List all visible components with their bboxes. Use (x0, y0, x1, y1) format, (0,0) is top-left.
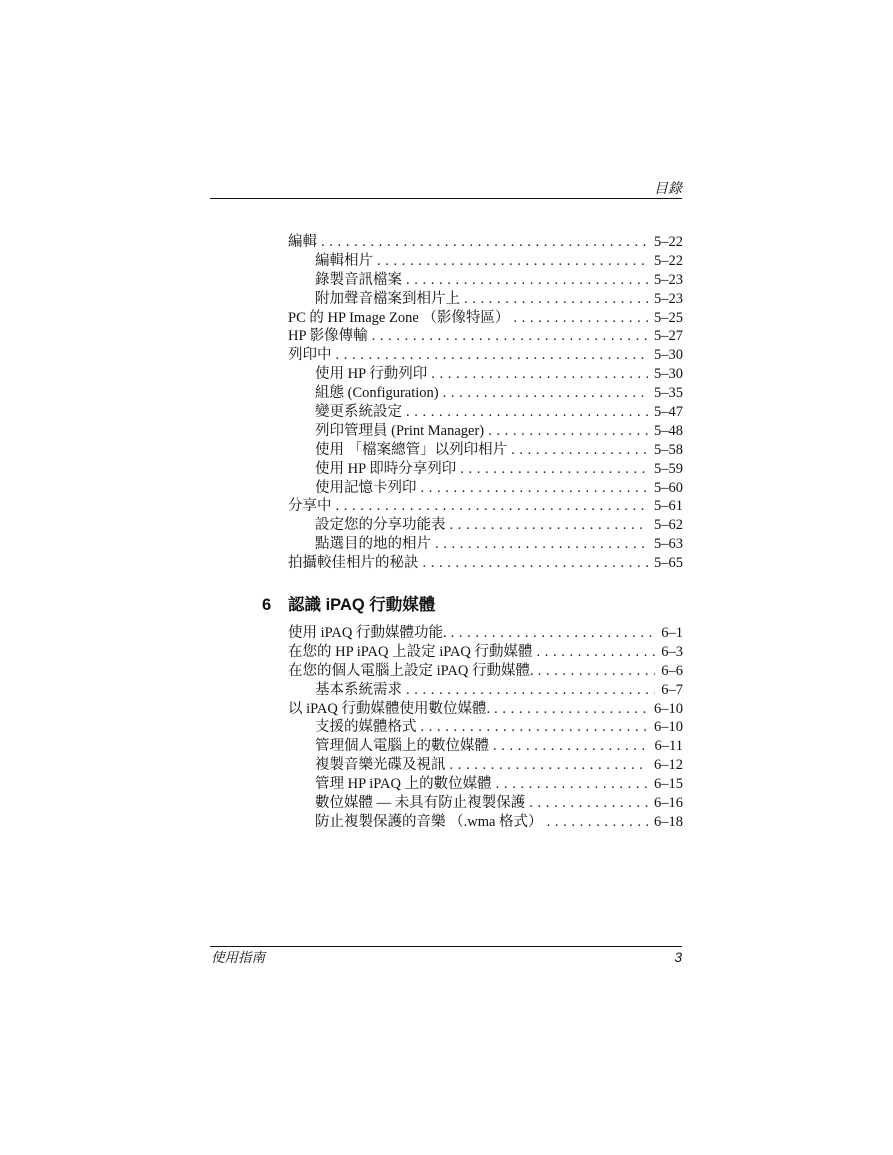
dot-leader (321, 233, 648, 252)
toc-entry[interactable] (288, 681, 683, 700)
toc-entry-label: 變更系統設定 (315, 404, 402, 421)
toc-entry[interactable] (288, 346, 683, 365)
header-rule (210, 198, 682, 199)
toc-entry[interactable] (288, 252, 683, 271)
toc-entry-page: 6–10 (654, 719, 683, 736)
toc-entry-label: 使用 HP 行動列印 (315, 366, 428, 383)
toc-entry[interactable] (288, 756, 683, 775)
toc-entry[interactable] (288, 309, 683, 328)
toc-entry[interactable] (288, 384, 683, 403)
toc-entry-label: 列印管理員 (Print Manager) (315, 422, 485, 439)
dot-leader (460, 460, 648, 479)
toc-entry-label: 複製音樂光碟及視訊 (315, 757, 446, 774)
toc-entry-page: 5–62 (654, 517, 683, 534)
toc-entry[interactable] (288, 554, 683, 573)
toc-entry-label: 組態 (Configuration) (315, 385, 439, 402)
toc-entry[interactable] (288, 479, 683, 498)
toc-entry-page: 6–3 (661, 643, 683, 660)
toc-entry-page: 5–23 (654, 271, 683, 288)
dot-leader (431, 365, 648, 384)
dot-leader (421, 718, 649, 737)
toc-entry-page: 6–7 (661, 681, 683, 698)
toc-list-chapter-5 (288, 233, 683, 573)
toc-entry-label: 基本系統需求 (315, 681, 402, 698)
toc-entry-label: 在您的個人電腦上設定 iPAQ 行動媒體. (288, 662, 534, 679)
toc-entry-page: 5–22 (654, 252, 683, 269)
dot-leader (538, 662, 656, 681)
dot-leader (336, 346, 649, 365)
dot-leader (372, 327, 648, 346)
dot-leader (443, 384, 648, 403)
toc-entry-page: 5–47 (654, 404, 683, 421)
toc-entry[interactable] (288, 290, 683, 309)
toc-entry[interactable] (288, 403, 683, 422)
toc-entry-label: 管理個人電腦上的數位媒體 (315, 738, 489, 755)
toc-entry[interactable] (288, 624, 683, 643)
dot-leader (529, 794, 648, 813)
dot-leader (421, 479, 649, 498)
toc-entry-page: 6–16 (654, 795, 683, 812)
toc-entry-label: 使用 「檔案總管」以列印相片 (315, 441, 508, 458)
toc-entry-page: 5–27 (654, 328, 683, 345)
toc-entry[interactable] (288, 737, 683, 756)
toc-entry-label: 在您的 HP iPAQ 上設定 iPAQ 行動媒體 (288, 643, 533, 660)
toc-entry-label: 支援的媒體格式 (315, 719, 417, 736)
dot-leader (406, 403, 648, 422)
dot-leader (494, 700, 648, 719)
dot-leader (513, 309, 648, 328)
toc-entry-page: 5–60 (654, 479, 683, 496)
dot-leader (537, 643, 656, 662)
toc-entry-label: 編輯相片 (315, 252, 373, 269)
toc-entry-page: 5–25 (654, 309, 683, 326)
footer-rule (210, 946, 682, 947)
toc-entry-label: PC 的 HP Image Zone （影像特區） (288, 309, 510, 326)
toc-entry-page: 5–63 (654, 536, 683, 553)
dot-leader (493, 737, 649, 756)
toc-entry-label: 拍攝較佳相片的秘訣 (288, 555, 419, 572)
chapter-title: 認識 iPAQ 行動媒體 (288, 596, 436, 614)
toc-entry[interactable] (288, 775, 683, 794)
toc-entry-page: 5–61 (654, 498, 683, 515)
dot-leader (496, 775, 648, 794)
toc-entry-page: 5–65 (654, 555, 683, 572)
toc-entry[interactable] (288, 516, 683, 535)
toc-list-chapter-6 (288, 624, 683, 832)
toc-entry-page: 5–23 (654, 290, 683, 307)
dot-leader (488, 422, 648, 441)
toc-entry-page: 5–59 (654, 460, 683, 477)
toc-entry-label: 附加聲音檔案到相片上 (315, 290, 460, 307)
toc-entry-label: 分享中 (288, 498, 332, 515)
toc-entry-page: 5–35 (654, 385, 683, 402)
dot-leader (450, 516, 649, 535)
toc-entry-page: 5–30 (654, 347, 683, 364)
toc-entry-page: 5–30 (654, 366, 683, 383)
toc-entry-page: 6–6 (661, 662, 683, 679)
dot-leader (423, 554, 649, 573)
footer-page-number: 3 (674, 950, 682, 965)
footer-guide-title: 使用指南 (211, 950, 265, 965)
dot-leader (450, 756, 649, 775)
toc-entry-label: 數位媒體 — 未具有防止複製保護 (315, 795, 526, 812)
dot-leader (336, 497, 649, 516)
dot-leader (547, 813, 648, 832)
toc-entry-page: 6–11 (654, 738, 683, 755)
dot-leader (377, 252, 648, 271)
toc-entry[interactable] (288, 813, 683, 832)
toc-entry[interactable] (288, 441, 683, 460)
toc-entry[interactable] (288, 327, 683, 346)
toc-entry-label: 設定您的分享功能表 (315, 517, 446, 534)
toc-entry[interactable] (288, 460, 683, 479)
chapter-number: 6 (262, 596, 272, 614)
toc-entry[interactable] (288, 233, 683, 252)
dot-leader (406, 271, 648, 290)
dot-leader (435, 535, 648, 554)
toc-entry-label: 使用 HP 即時分享列印 (315, 460, 457, 477)
toc-entry-page: 5–48 (654, 422, 683, 439)
dot-leader (464, 290, 648, 309)
toc-entry-page: 5–58 (654, 441, 683, 458)
chapter-heading (262, 594, 682, 616)
toc-entry[interactable] (288, 718, 683, 737)
toc-entry-label: 編輯 (288, 234, 317, 250)
toc-entry[interactable] (288, 422, 683, 441)
toc-entry-label: 防止複製保護的音樂 （.wma 格式） (315, 813, 543, 830)
toc-entry[interactable] (288, 662, 683, 681)
toc-entry[interactable] (288, 700, 683, 719)
toc-entry-label: 錄製音訊檔案 (315, 271, 402, 288)
dot-leader (511, 441, 648, 460)
toc-entry[interactable] (288, 794, 683, 813)
dot-leader (406, 681, 655, 700)
toc-entry[interactable] (288, 643, 683, 662)
toc-entry-label: 點選目的地的相片 (315, 536, 431, 553)
dot-leader (451, 624, 656, 643)
toc-entry-label: 管理 HP iPAQ 上的數位媒體 (315, 776, 492, 793)
toc-entry-page: 6–18 (654, 813, 683, 830)
running-header-title: 目錄 (654, 180, 682, 196)
toc-entry-page: 6–1 (661, 625, 683, 641)
toc-entry-page: 6–15 (654, 776, 683, 793)
toc-entry-label: 使用 iPAQ 行動媒體功能. (288, 625, 447, 641)
toc-entry[interactable] (288, 365, 683, 384)
toc-entry[interactable] (288, 497, 683, 516)
toc-entry-label: 以 iPAQ 行動媒體使用數位媒體. (288, 700, 491, 717)
toc-entry-label: 使用記憶卡列印 (315, 479, 417, 496)
toc-entry-page: 6–10 (654, 700, 683, 717)
toc-entry-page: 5–22 (654, 234, 683, 250)
toc-entry[interactable] (288, 535, 683, 554)
toc-entry-label: 列印中 (288, 347, 332, 364)
toc-entry-page: 6–12 (654, 757, 683, 774)
toc-entry[interactable] (288, 271, 683, 290)
toc-entry-label: HP 影像傳輸 (288, 328, 368, 345)
